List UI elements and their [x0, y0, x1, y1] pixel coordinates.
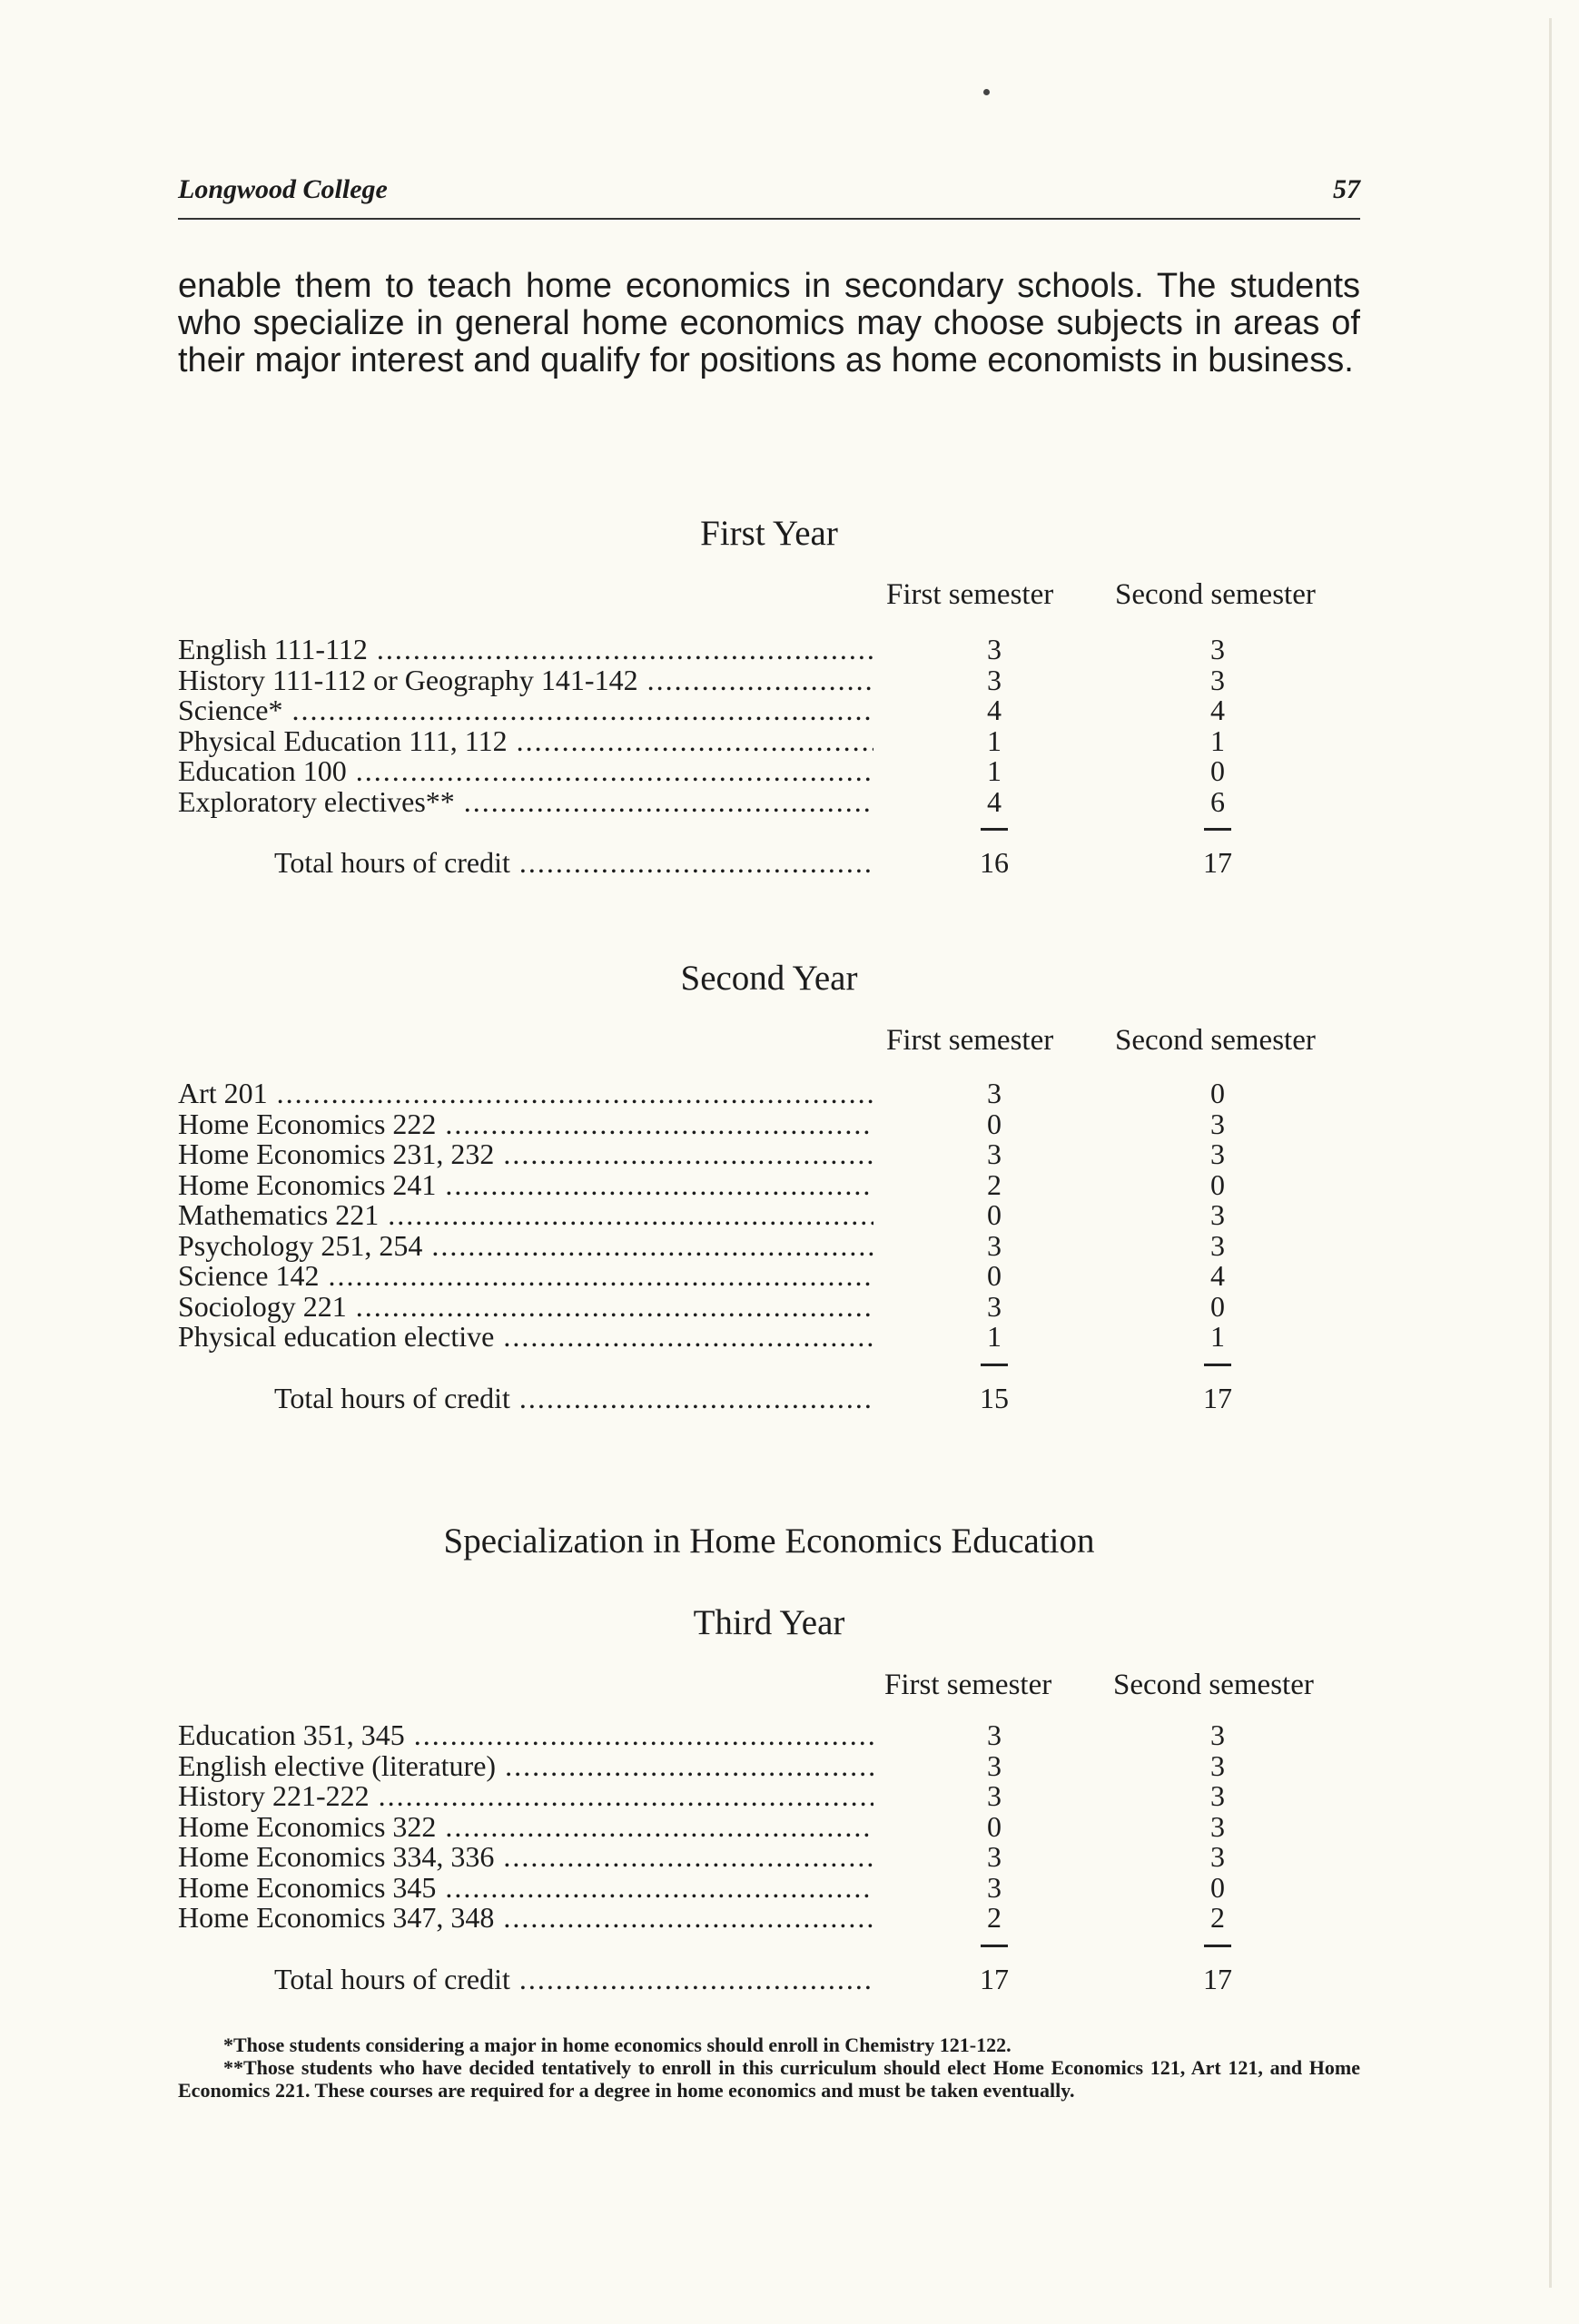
table-row	[178, 1259, 1363, 1290]
first-semester-value: 3	[987, 1840, 1002, 1873]
first-semester-value: 3	[987, 1077, 1002, 1109]
page-edge	[1549, 18, 1552, 2288]
second-semester-value: 1	[1210, 1320, 1225, 1353]
first-year-col-second: Second semester	[1115, 578, 1316, 611]
first-semester-value: 2	[987, 1167, 1002, 1201]
total-first-semester: 16	[980, 846, 1009, 879]
total-second-semester: 17	[1203, 1381, 1232, 1414]
second-semester-value: 3	[1210, 663, 1225, 696]
table-row	[178, 1718, 1363, 1749]
page-number: 57	[1333, 174, 1360, 204]
third-year-table	[178, 1718, 1363, 2004]
second-semester-value: 0	[1210, 1870, 1225, 1904]
second-year-table	[178, 1077, 1363, 1423]
total-label: Total hours of credit .....	[274, 846, 873, 880]
first-semester-value: 3	[987, 1137, 1002, 1170]
table-row	[178, 1108, 1363, 1138]
course-name: English elective (literature) .....	[178, 1749, 873, 1783]
first-semester-value: 2	[987, 1901, 1002, 1934]
second-semester-value: 0	[1210, 1077, 1225, 1109]
course-name: History 111-112 or Geography 141-142 .....	[178, 664, 873, 697]
second-semester-value: 3	[1210, 1748, 1225, 1782]
total-label: Total hours of credit .....	[274, 1382, 873, 1415]
course-name: Exploratory electives** .....	[178, 785, 873, 819]
table-row	[178, 1749, 1363, 1780]
footnotes	[178, 2034, 1360, 2102]
second-semester-value: 1	[1210, 724, 1225, 757]
course-name: Education 100 .....	[178, 754, 873, 788]
third-year-col-first: First semester	[884, 1669, 1052, 1701]
sum-rule	[981, 828, 1008, 831]
table-row	[178, 1871, 1363, 1902]
first-semester-value: 3	[987, 633, 1002, 665]
second-semester-value: 3	[1210, 1137, 1225, 1170]
course-name: Home Economics 241 .....	[178, 1168, 873, 1202]
first-semester-value: 1	[987, 1320, 1002, 1353]
course-name: Physical Education 111, 112 .....	[178, 724, 873, 758]
table-row	[178, 754, 1363, 785]
table-row	[178, 1137, 1363, 1168]
table-row	[178, 1290, 1363, 1321]
first-semester-value: 4	[987, 694, 1002, 726]
second-semester-value: 0	[1210, 754, 1225, 787]
second-year-title: Second Year	[680, 959, 858, 998]
first-semester-value: 0	[987, 1809, 1002, 1843]
course-name: Home Economics 222 .....	[178, 1108, 873, 1141]
course-name: English 111-112 .....	[178, 633, 873, 666]
ink-dot	[983, 89, 990, 95]
sum-rule	[1204, 1364, 1231, 1366]
table-row	[178, 1198, 1363, 1229]
second-semester-value: 3	[1210, 1198, 1225, 1231]
table-row	[178, 1229, 1363, 1260]
sum-rule	[981, 1364, 1008, 1366]
first-semester-value: 3	[987, 1779, 1002, 1812]
running-header	[178, 172, 1360, 220]
second-semester-value: 3	[1210, 1809, 1225, 1843]
third-year-col-second: Second semester	[1113, 1669, 1314, 1701]
second-semester-value: 3	[1210, 1840, 1225, 1873]
first-semester-value: 3	[987, 1228, 1002, 1262]
first-year-title: First Year	[700, 514, 838, 553]
second-semester-value: 3	[1210, 1107, 1225, 1140]
header-title: Longwood College	[178, 174, 388, 204]
table-row	[178, 785, 1363, 816]
second-semester-value: 6	[1210, 784, 1225, 818]
course-name: Home Economics 345 .....	[178, 1871, 873, 1905]
total-second-semester: 17	[1203, 1962, 1232, 1995]
course-name: Home Economics 231, 232 .....	[178, 1137, 873, 1171]
course-name: Mathematics 221 .....	[178, 1198, 873, 1232]
first-semester-value: 0	[987, 1107, 1002, 1140]
first-semester-value: 3	[987, 1870, 1002, 1904]
total-first-semester: 15	[980, 1381, 1009, 1414]
specialization-title: Specialization in Home Economics Education	[443, 1521, 1095, 1561]
first-year-table	[178, 633, 1363, 888]
first-semester-value: 0	[987, 1259, 1002, 1292]
intro-paragraph: enable them to teach home economics in secondary schools. The students who specialize in general home economics may choose subjects in areas of their major interest and qualify for positions as home economists in business.	[178, 267, 1360, 379]
table-row	[178, 724, 1363, 755]
second-semester-value: 2	[1210, 1901, 1225, 1934]
total-first-semester: 17	[980, 1962, 1009, 1995]
sum-rule	[1204, 1945, 1231, 1947]
total-second-semester: 17	[1203, 846, 1232, 879]
first-semester-value: 3	[987, 1718, 1002, 1751]
course-name: Home Economics 347, 348 .....	[178, 1901, 873, 1935]
table-row	[178, 1320, 1363, 1351]
third-year-title: Third Year	[693, 1603, 845, 1642]
course-name: Science 142 .....	[178, 1259, 873, 1293]
course-name: Physical education elective .....	[178, 1320, 873, 1354]
second-year-col-first: First semester	[886, 1024, 1054, 1057]
sum-rule	[981, 1945, 1008, 1947]
table-row	[178, 1168, 1363, 1199]
footnote-science: *Those students considering a major in home economics should enroll in Chemistry 121-122.	[223, 2034, 1012, 2056]
second-year-col-second: Second semester	[1115, 1024, 1316, 1057]
first-semester-value: 4	[987, 784, 1002, 818]
course-name: Art 201 .....	[178, 1077, 873, 1110]
first-semester-value: 3	[987, 663, 1002, 696]
footnote-electives: **Those students who have decided tentatively to enroll in this curriculum should elect Home Economics 121, Art 121, and Home Economics 221. These courses are required for a degree in home economics and must be taken eventually.	[178, 2056, 1360, 2102]
course-name: History 221-222 .....	[178, 1779, 873, 1813]
course-name: Psychology 251, 254 .....	[178, 1229, 873, 1263]
course-name: Home Economics 334, 336 .....	[178, 1840, 873, 1874]
first-year-col-first: First semester	[886, 578, 1054, 611]
first-semester-value: 1	[987, 724, 1002, 757]
second-semester-value: 0	[1210, 1289, 1225, 1323]
second-semester-value: 0	[1210, 1167, 1225, 1201]
table-row	[178, 664, 1363, 694]
total-row	[178, 1950, 1363, 2004]
second-semester-value: 3	[1210, 1228, 1225, 1262]
total-row	[178, 833, 1363, 888]
table-row	[178, 1901, 1363, 1932]
sum-rule	[1204, 828, 1231, 831]
table-row	[178, 1840, 1363, 1871]
table-row	[178, 1779, 1363, 1810]
course-name: Home Economics 322 .....	[178, 1810, 873, 1844]
first-semester-value: 3	[987, 1748, 1002, 1782]
second-semester-value: 3	[1210, 1779, 1225, 1812]
table-row	[178, 1077, 1363, 1108]
second-semester-value: 4	[1210, 1259, 1225, 1292]
table-row	[178, 633, 1363, 664]
total-label: Total hours of credit .....	[274, 1963, 873, 1996]
course-name: Science* .....	[178, 694, 873, 727]
table-row	[178, 1810, 1363, 1841]
first-semester-value: 0	[987, 1198, 1002, 1231]
table-row	[178, 694, 1363, 724]
second-semester-value: 4	[1210, 694, 1225, 726]
total-row	[178, 1369, 1363, 1423]
second-semester-value: 3	[1210, 1718, 1225, 1751]
first-semester-value: 1	[987, 754, 1002, 787]
course-name: Sociology 221 .....	[178, 1290, 873, 1324]
second-semester-value: 3	[1210, 633, 1225, 665]
first-semester-value: 3	[987, 1289, 1002, 1323]
course-name: Education 351, 345 .....	[178, 1718, 873, 1752]
